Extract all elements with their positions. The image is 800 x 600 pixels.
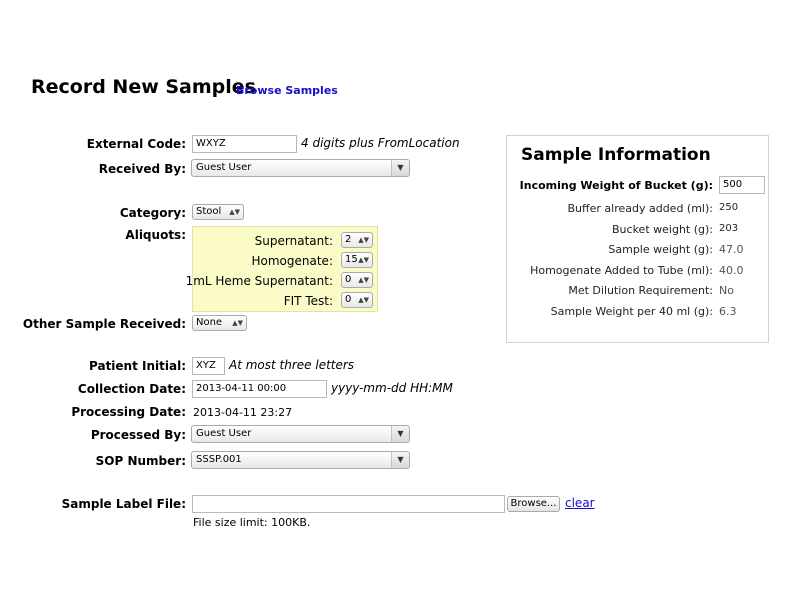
sop-number-label: SOP Number: (95, 454, 186, 468)
buffer-added-value: 250 (719, 202, 739, 213)
sample-information-panel (506, 135, 769, 343)
chevron-down-icon: ▼ (391, 160, 409, 176)
collection-date-label: Collection Date: (77, 382, 186, 396)
browse-file-button[interactable]: Browse... (507, 496, 560, 512)
sample-weight-value: 47.0 (719, 243, 744, 256)
sample-information-title: Sample Information (521, 145, 711, 165)
chevron-down-icon: ▼ (391, 452, 409, 468)
aliquots-panel (185, 226, 378, 312)
other-sample-label: Other Sample Received: (22, 317, 186, 331)
page-title: Record New Samples (31, 76, 256, 98)
info-row-label: Bucket weight (g): (612, 223, 713, 236)
category-select[interactable] (192, 204, 244, 220)
updown-arrow-icon: ▲▼ (358, 276, 369, 284)
homogenate-added-value: 40.0 (719, 264, 744, 277)
fit-test-value: 0 (345, 294, 352, 305)
aliquot-label: FIT Test: (283, 294, 333, 308)
patient-initial-input[interactable]: XYZ (192, 357, 225, 375)
aliquot-label: Homogenate: (251, 254, 333, 268)
file-size-note: File size limit: 100KB. (193, 516, 311, 529)
aliquot-label: Supernatant: (254, 234, 333, 248)
heme-supernatant-select[interactable] (341, 272, 373, 288)
sample-weight-per-40ml-value: 6.3 (719, 305, 737, 318)
category-value: Stool (196, 206, 222, 217)
bucket-weight-value: 203 (719, 223, 739, 234)
incoming-weight-label: Incoming Weight of Bucket (g): (519, 179, 713, 192)
sop-number-select[interactable] (191, 451, 410, 469)
browse-samples-link[interactable]: Browse Samples (236, 84, 338, 97)
updown-arrow-icon: ▲▼ (232, 319, 243, 327)
updown-arrow-icon: ▲▼ (358, 236, 369, 244)
fit-test-select[interactable] (341, 292, 373, 308)
homogenate-value: 15 (345, 254, 358, 265)
processed-by-value: Guest User (196, 428, 252, 439)
other-sample-value: None (196, 317, 223, 328)
external-code-label: External Code: (86, 137, 186, 151)
info-row-label: Sample Weight per 40 ml (g): (550, 305, 713, 318)
aliquots-label: Aliquots: (125, 228, 186, 242)
processing-date-value: 2013-04-11 23:27 (193, 406, 293, 419)
info-row-label: Homogenate Added to Tube (ml): (530, 264, 713, 277)
updown-arrow-icon: ▲▼ (229, 208, 240, 216)
clear-file-link[interactable]: clear (565, 496, 595, 510)
supernatant-select[interactable] (341, 232, 373, 248)
collection-date-input[interactable]: 2013-04-11 00:00 (192, 380, 327, 398)
updown-arrow-icon: ▲▼ (358, 296, 369, 304)
homogenate-select[interactable] (341, 252, 373, 268)
info-row-label: Sample weight (g): (608, 243, 713, 256)
incoming-weight-input[interactable]: 500 (719, 176, 765, 194)
sample-label-file-input[interactable] (192, 495, 505, 513)
chevron-down-icon: ▼ (391, 426, 409, 442)
sop-number-value: SSSP.001 (196, 454, 242, 465)
received-by-select[interactable] (191, 159, 410, 177)
sample-label-file-label: Sample Label File: (61, 497, 186, 511)
met-dilution-value: No (719, 284, 734, 297)
category-label: Category: (119, 206, 186, 220)
processing-date-label: Processing Date: (71, 405, 186, 419)
patient-initial-label: Patient Initial: (89, 359, 186, 373)
patient-initial-hint: At most three letters (229, 358, 355, 372)
processed-by-label: Processed By: (90, 428, 186, 442)
processed-by-select[interactable] (191, 425, 410, 443)
external-code-input[interactable]: WXYZ (192, 135, 297, 153)
received-by-label: Received By: (98, 162, 186, 176)
updown-arrow-icon: ▲▼ (358, 256, 369, 264)
info-row-label: Buffer already added (ml): (567, 202, 713, 215)
heme-supernatant-value: 0 (345, 274, 352, 285)
received-by-value: Guest User (196, 162, 252, 173)
info-row-label: Met Dilution Requirement: (568, 284, 713, 297)
collection-date-hint: yyyy-mm-dd HH:MM (331, 381, 453, 395)
other-sample-select[interactable] (192, 315, 247, 331)
external-code-hint: 4 digits plus FromLocation (301, 136, 460, 150)
supernatant-value: 2 (345, 234, 352, 245)
aliquot-label: 1mL Heme Supernatant: (185, 274, 333, 288)
